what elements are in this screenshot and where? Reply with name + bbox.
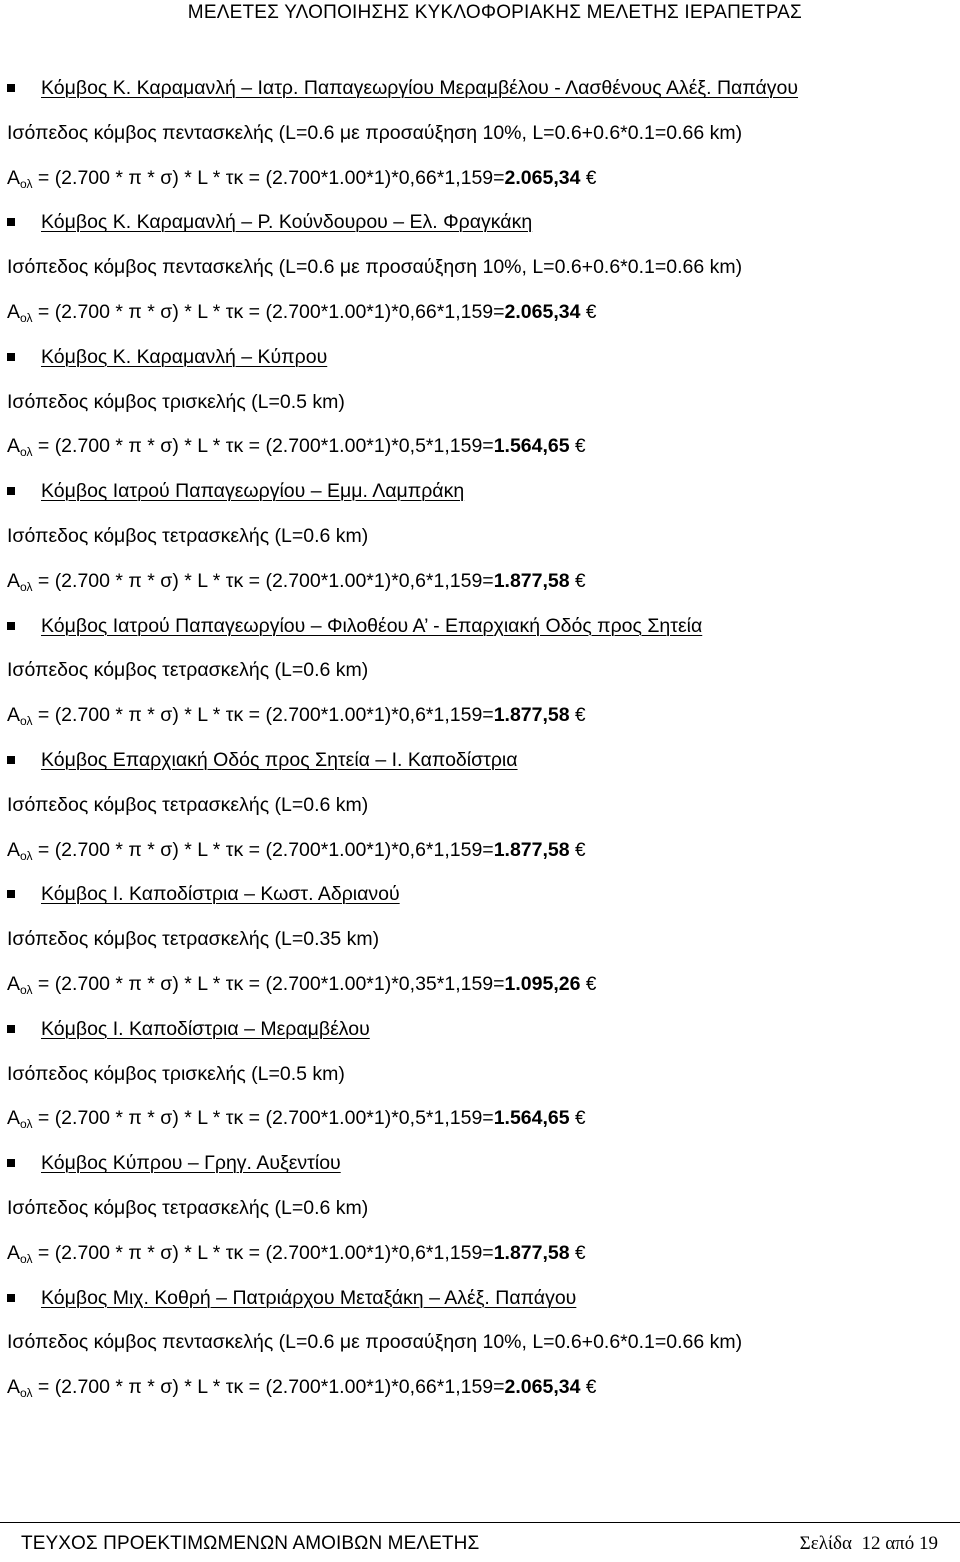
junction-title-row (0, 335, 960, 380)
junction-title-row (0, 738, 960, 783)
formula-result: 1.877,58 (493, 1241, 570, 1264)
formula-symbol: A (7, 166, 21, 189)
junction-formula (0, 156, 960, 201)
bullet-icon (7, 1294, 15, 1302)
junction-title: Κόμβος Ιατρού Παπαγεωργίου – Φιλοθέου Α’ - Επαρχιακή Οδός προς Σητεία (41, 614, 703, 637)
junction-title-row (0, 200, 960, 245)
junction-description: Ισόπεδος κόμβος πεντασκελής (L=0.6 με προσαύξηση 10%, L=0.6+0.6*0.1=0.66 km) (7, 121, 743, 144)
formula-expression: = (2.700 * π * σ) * L * τκ = (2.700*1.00*1)*0,5*1,159= (32, 1107, 494, 1130)
junction-entry (0, 1141, 960, 1275)
junction-description: Ισόπεδος κόμβος τετρασκελής (L=0.6 km) (7, 524, 369, 547)
junction-description: Ισόπεδος κόμβος τετρασκελής (L=0.6 km) (7, 659, 369, 682)
bullet-icon (7, 84, 15, 92)
junction-title-row (0, 66, 960, 111)
formula-result: 1.095,26 (504, 972, 581, 995)
formula-symbol: A (7, 704, 21, 727)
bullet-icon (7, 890, 15, 898)
junction-description: Ισόπεδος κόμβος τετρασκελής (L=0.6 km) (7, 1196, 369, 1219)
page-label: Σελίδα (799, 1533, 852, 1554)
junction-entry (0, 604, 960, 738)
euro-icon: € (585, 973, 597, 995)
formula-symbol: A (7, 1241, 21, 1264)
junction-description: Ισόπεδος κόμβος τετρασκελής (L=0.6 km) (7, 793, 369, 816)
junction-entry (0, 335, 960, 469)
page-current: 12 (861, 1533, 881, 1554)
junction-list (0, 66, 960, 1410)
formula-subscript: ολ (20, 714, 33, 729)
junction-formula (0, 693, 960, 738)
junction-title: Κόμβος Κ. Καραμανλή – Ρ. Κούνδουρου – Ελ. Φραγκάκη (41, 211, 533, 234)
junction-title: Κόμβος Κ. Καραμανλή – Ιατρ. Παπαγεωργίου Μεραμβέλου - Λασθένους Αλέξ. Παπάγου (41, 77, 799, 99)
euro-icon: € (585, 1377, 597, 1399)
formula-subscript: ολ (20, 848, 33, 863)
euro-icon: € (575, 839, 586, 861)
euro-icon: € (585, 301, 597, 323)
junction-formula (0, 1096, 960, 1141)
junction-title: Κόμβος Κ. Καραμανλή – Κύπρου (41, 345, 328, 368)
junction-title: Κόμβος Ι. Καποδίστρια – Κωστ. Αδριανού (41, 883, 400, 906)
euro-icon: € (575, 1242, 586, 1264)
formula-expression: = (2.700 * π * σ) * L * τκ = (2.700*1.00*1)*0,6*1,159= (32, 1241, 494, 1264)
euro-icon: € (575, 705, 586, 727)
formula-subscript: ολ (20, 579, 33, 594)
euro-icon: € (585, 167, 597, 189)
bullet-icon (7, 218, 15, 226)
junction-formula (0, 828, 960, 873)
formula-symbol: A (7, 1107, 21, 1130)
formula-expression: = (2.700 * π * σ) * L * τκ = (2.700*1.00*1)*0,66*1,159= (32, 166, 505, 189)
junction-entry (0, 872, 960, 1006)
junction-title-row (0, 872, 960, 917)
formula-symbol: A (7, 435, 21, 458)
formula-result: 2.065,34 (504, 166, 581, 189)
junction-title: Κόμβος Κύπρου – Γρηγ. Αυξεντίου (41, 1152, 341, 1175)
page-footer (0, 1522, 960, 1562)
formula-result: 1.564,65 (493, 1107, 570, 1130)
bullet-icon (7, 1159, 15, 1167)
junction-formula (0, 424, 960, 469)
formula-result: 2.065,34 (504, 300, 581, 323)
formula-expression: = (2.700 * π * σ) * L * τκ = (2.700*1.00*1)*0,6*1,159= (32, 838, 494, 861)
page-number (800, 1533, 938, 1555)
formula-expression: = (2.700 * π * σ) * L * τκ = (2.700*1.00*1)*0,6*1,159= (32, 569, 494, 592)
junction-entry (0, 200, 960, 334)
formula-symbol: A (7, 569, 21, 592)
formula-subscript: ολ (20, 1386, 33, 1401)
formula-expression: = (2.700 * π * σ) * L * τκ = (2.700*1.00*1)*0,66*1,159= (32, 1376, 505, 1399)
formula-symbol: A (7, 1376, 21, 1399)
formula-symbol: A (7, 300, 21, 323)
junction-title: Κόμβος Επαρχιακή Οδός προς Σητεία – Ι. Καποδίστρια (41, 748, 518, 771)
junction-description: Ισόπεδος κόμβος τετρασκελής (L=0.35 km) (7, 928, 380, 951)
euro-icon: € (575, 436, 586, 458)
formula-subscript: ολ (20, 1117, 33, 1132)
formula-result: 1.564,65 (493, 435, 570, 458)
formula-expression: = (2.700 * π * σ) * L * τκ = (2.700*1.00*1)*0,5*1,159= (32, 435, 494, 458)
page-sep: από (885, 1533, 915, 1554)
formula-subscript: ολ (20, 445, 33, 460)
junction-title-row (0, 469, 960, 514)
formula-symbol: A (7, 838, 21, 861)
junction-title-row (0, 1007, 960, 1052)
formula-subscript: ολ (20, 176, 33, 191)
formula-expression: = (2.700 * π * σ) * L * τκ = (2.700*1.00*1)*0,6*1,159= (32, 704, 494, 727)
formula-symbol: A (7, 972, 21, 995)
junction-entry (0, 66, 960, 200)
junction-title-row (0, 604, 960, 649)
junction-title: Κόμβος Μιχ. Κοθρή – Πατριάρχου Μεταξάκη – Αλέξ. Παπάγου (41, 1286, 577, 1309)
bullet-icon (7, 353, 15, 361)
formula-subscript: ολ (20, 982, 33, 997)
junction-title: Κόμβος Ιατρού Παπαγεωργίου – Εμμ. Λαμπράκη (41, 480, 465, 503)
junction-entry (0, 469, 960, 603)
junction-formula (0, 559, 960, 604)
junction-title-row (0, 1276, 960, 1321)
junction-formula (0, 1231, 960, 1276)
formula-expression: = (2.700 * π * σ) * L * τκ = (2.700*1.00*1)*0,35*1,159= (32, 972, 505, 995)
formula-expression: = (2.700 * π * σ) * L * τκ = (2.700*1.00*1)*0,66*1,159= (32, 300, 505, 323)
junction-title: Κόμβος Ι. Καποδίστρια – Μεραμβέλου (41, 1017, 370, 1040)
formula-result: 1.877,58 (493, 569, 570, 592)
footer-title: ΤΕΥΧΟΣ ΠΡΟΕΚΤΙΜΩΜΕΝΩΝ ΑΜΟΙΒΩΝ ΜΕΛΕΤΗΣ (21, 1533, 480, 1554)
junction-title-row (0, 1141, 960, 1186)
formula-subscript: ολ (20, 310, 33, 325)
junction-entry (0, 738, 960, 872)
junction-description: Ισόπεδος κόμβος τρισκελής (L=0.5 km) (7, 1062, 345, 1085)
euro-icon: € (575, 570, 586, 592)
junction-description: Ισόπεδος κόμβος πεντασκελής (L=0.6 με προσαύξηση 10%, L=0.6+0.6*0.1=0.66 km) (7, 1331, 743, 1354)
formula-result: 1.877,58 (493, 838, 570, 861)
page-total: 19 (919, 1533, 938, 1554)
formula-result: 1.877,58 (493, 704, 570, 727)
junction-formula (0, 962, 960, 1007)
euro-icon: € (575, 1108, 586, 1130)
formula-result: 2.065,34 (504, 1376, 581, 1399)
page-header (0, 0, 960, 40)
formula-subscript: ολ (20, 1251, 33, 1266)
junction-formula (0, 1365, 960, 1410)
bullet-icon (7, 487, 15, 495)
junction-description: Ισόπεδος κόμβος τρισκελής (L=0.5 km) (7, 390, 345, 413)
header-title: ΜΕΛΕΤΕΣ ΥΛΟΠΟΙΗΣΗΣ ΚΥΚΛΟΦΟΡΙΑΚΗΣ ΜΕΛΕΤΗΣ ΙΕΡΑΠΕΤΡΑΣ (187, 2, 802, 23)
junction-description: Ισόπεδος κόμβος πεντασκελής (L=0.6 με προσαύξηση 10%, L=0.6+0.6*0.1=0.66 km) (7, 256, 743, 279)
junction-formula (0, 290, 960, 335)
junction-entry (0, 1276, 960, 1410)
junction-entry (0, 1007, 960, 1141)
bullet-icon (7, 622, 15, 630)
bullet-icon (7, 1025, 15, 1033)
bullet-icon (7, 756, 15, 764)
